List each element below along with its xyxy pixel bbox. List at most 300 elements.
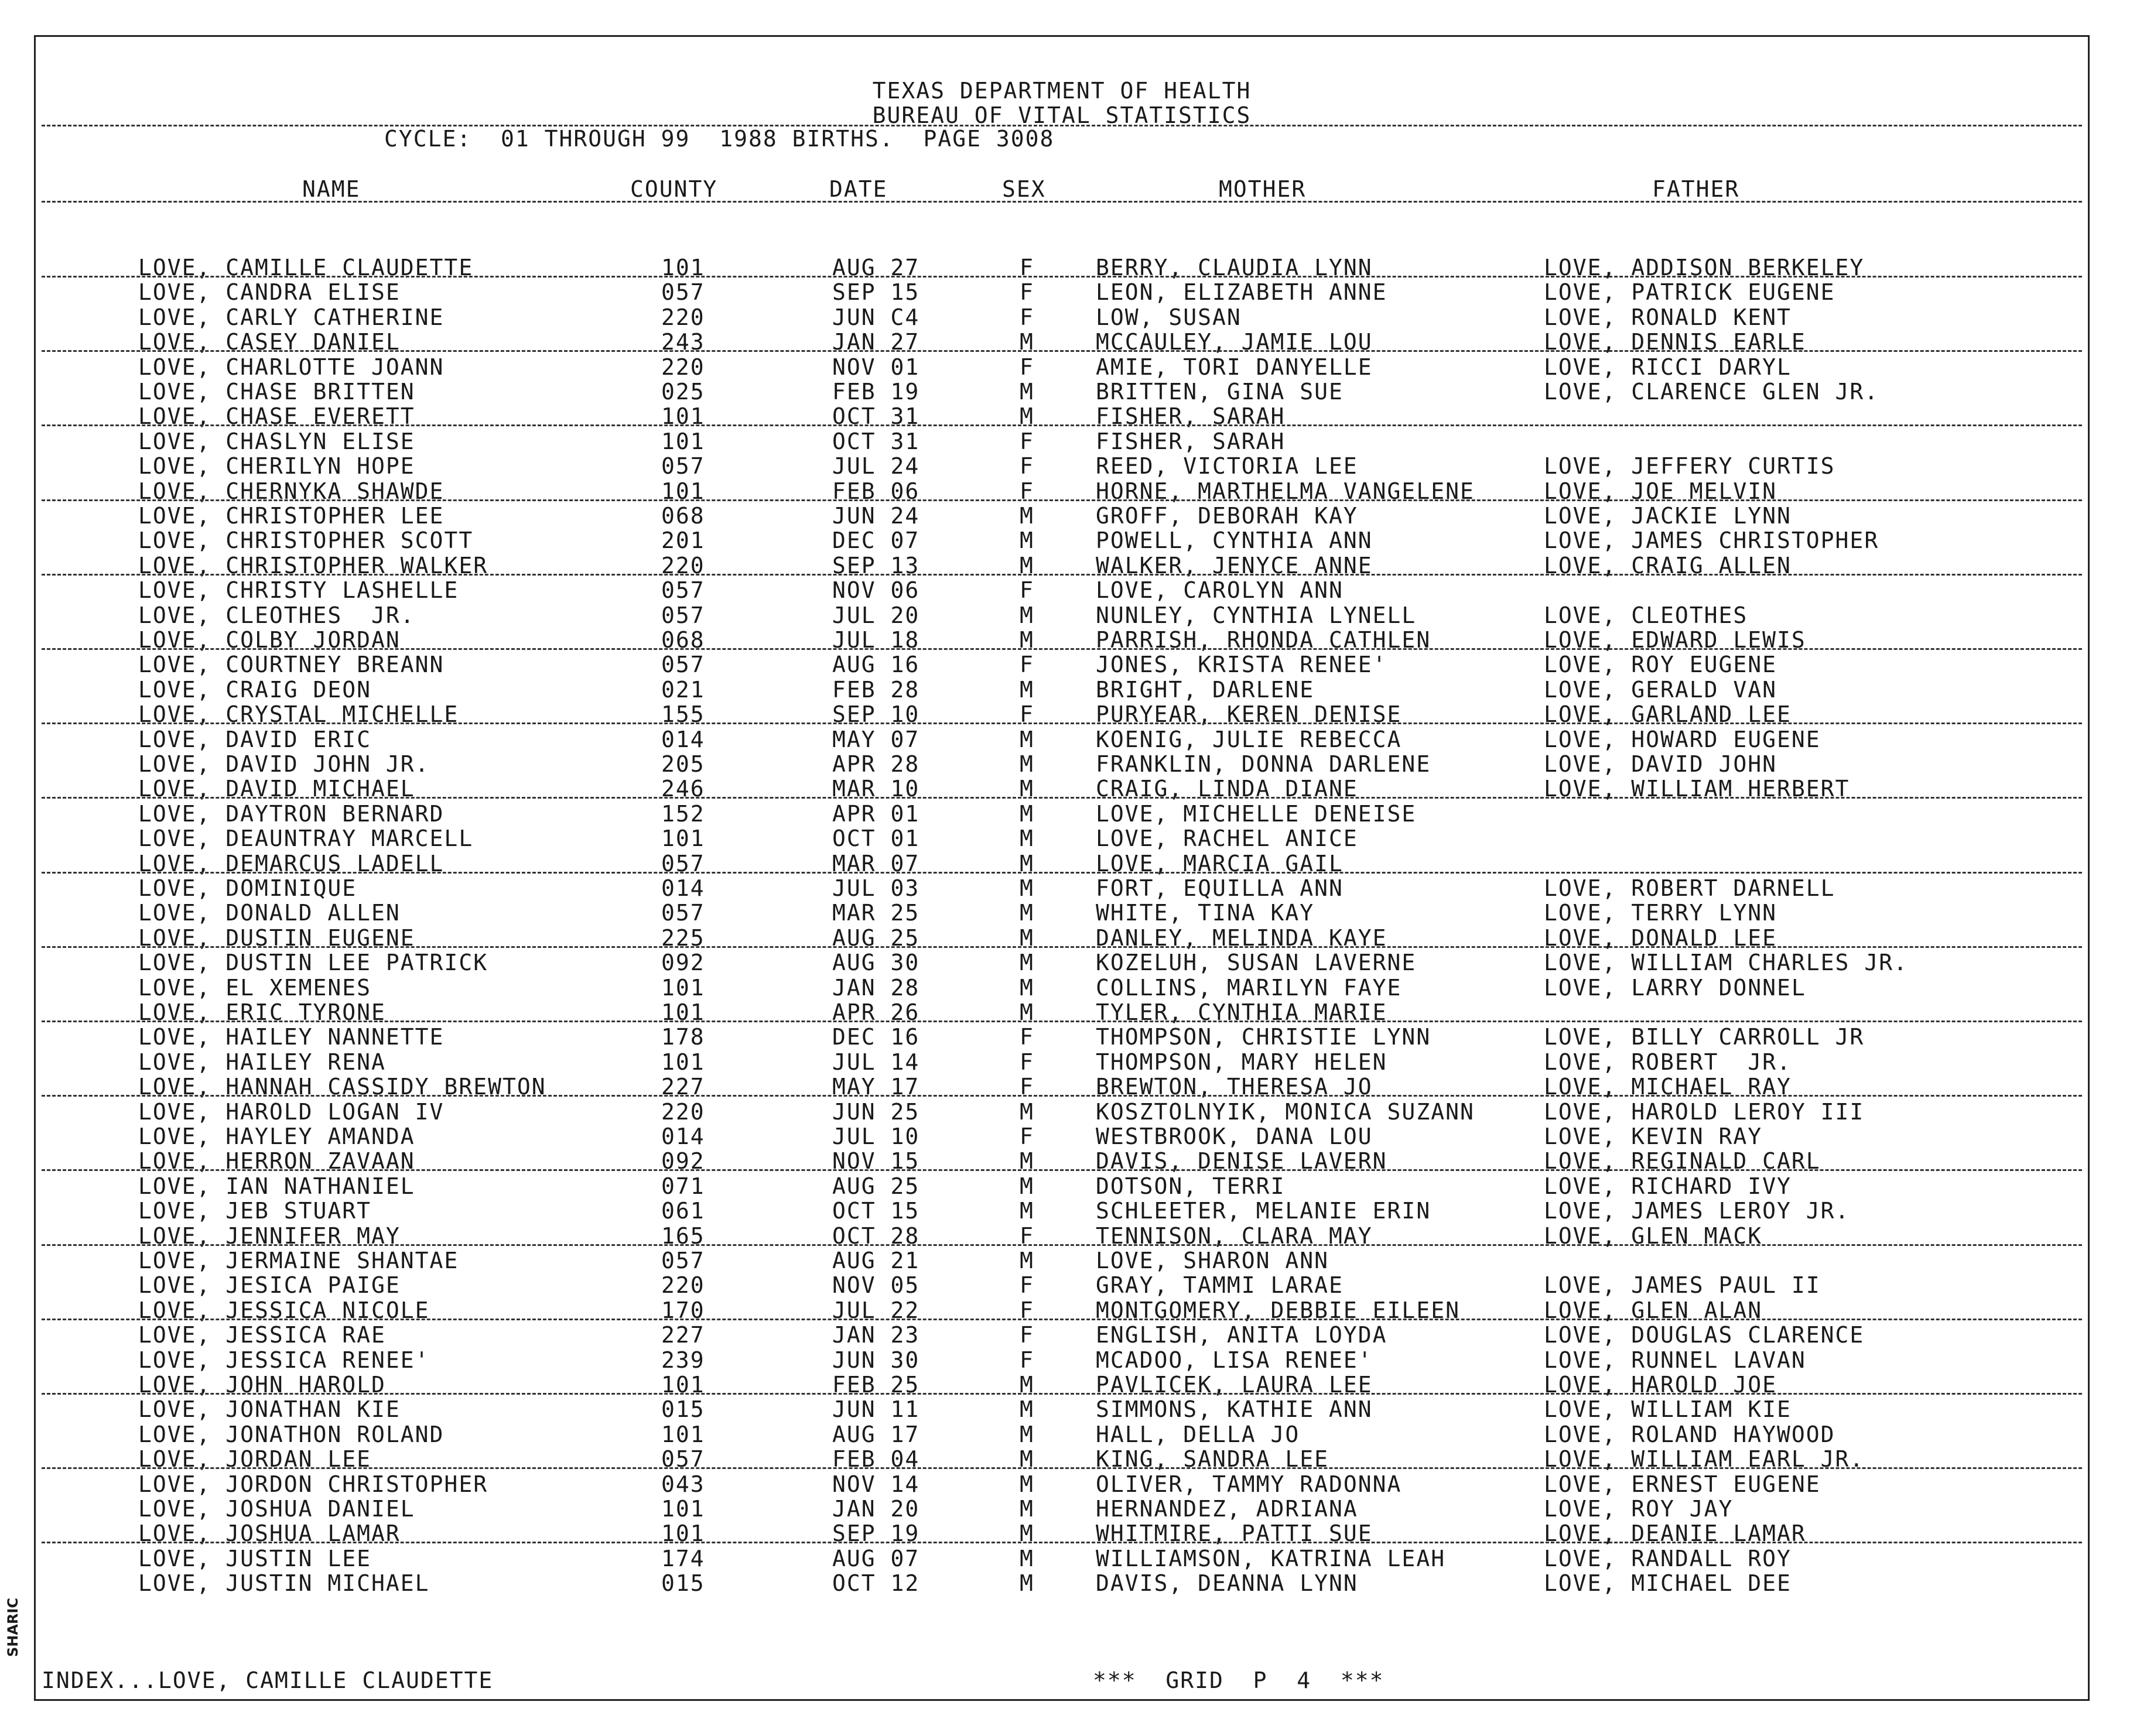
cell-mother: FISHER, SARAH bbox=[1096, 428, 1286, 454]
index-label: INDEX...LOVE, CAMILLE CLAUDETTE bbox=[42, 1667, 494, 1693]
cell-father: LOVE, RONALD KENT bbox=[1544, 304, 1792, 330]
row-separator bbox=[42, 946, 2082, 948]
cell-mother: LOW, SUSAN bbox=[1096, 304, 1242, 330]
cell-county: 101 bbox=[661, 1521, 705, 1547]
cell-sex: M bbox=[1020, 950, 1034, 976]
cell-mother: THOMPSON, MARY HELEN bbox=[1096, 1049, 1387, 1075]
cell-date: JAN 28 bbox=[832, 974, 920, 1001]
cell-sex: M bbox=[1020, 503, 1034, 529]
cell-father: LOVE, GLEN MACK bbox=[1544, 1223, 1763, 1249]
table-row bbox=[36, 1248, 2088, 1272]
row-separator bbox=[42, 1467, 2082, 1469]
cell-mother: DAVIS, DENISE LAVERN bbox=[1096, 1148, 1387, 1175]
cell-name: LOVE, CHASE BRITTEN bbox=[138, 379, 415, 405]
cell-county: 243 bbox=[661, 329, 705, 355]
cell-sex: M bbox=[1020, 329, 1034, 355]
cell-county: 227 bbox=[661, 1322, 705, 1348]
row-separator bbox=[42, 424, 2082, 426]
cell-county: 155 bbox=[661, 701, 705, 728]
side-mark: SHARIC bbox=[5, 1598, 21, 1657]
cell-name: LOVE, CARLY CATHERINE bbox=[138, 304, 445, 330]
cell-mother: HORNE, MARTHELMA VANGELENE bbox=[1096, 478, 1475, 504]
table-row bbox=[36, 1124, 2088, 1148]
cell-sex: M bbox=[1020, 1471, 1034, 1497]
cell-county: 101 bbox=[661, 1049, 705, 1075]
table-row bbox=[36, 1322, 2088, 1347]
cell-mother: PARRISH, RHONDA CATHLEN bbox=[1096, 627, 1431, 653]
cell-county: 092 bbox=[661, 1148, 705, 1175]
cell-mother: LEON, ELIZABETH ANNE bbox=[1096, 279, 1387, 306]
cell-sex: M bbox=[1020, 1545, 1034, 1571]
cell-mother: WHITMIRE, PATTI SUE bbox=[1096, 1521, 1373, 1547]
row-separator bbox=[42, 1319, 2082, 1320]
cell-sex: M bbox=[1020, 1521, 1034, 1547]
table-row bbox=[36, 1496, 2088, 1521]
cell-name: LOVE, CHRISTY LASHELLE bbox=[138, 577, 459, 604]
row-separator bbox=[42, 276, 2082, 278]
cell-sex: F bbox=[1020, 1124, 1034, 1149]
cell-name: LOVE, JEB STUART bbox=[138, 1198, 372, 1224]
table-row bbox=[36, 1049, 2088, 1074]
table-row bbox=[36, 1396, 2088, 1421]
cell-father: LOVE, EDWARD LEWIS bbox=[1544, 627, 1806, 653]
cell-county: 101 bbox=[661, 1421, 705, 1447]
cell-sex: M bbox=[1020, 1173, 1034, 1199]
cell-date: JUL 18 bbox=[832, 627, 920, 653]
row-separator bbox=[42, 1244, 2082, 1246]
cell-county: 015 bbox=[661, 1570, 705, 1597]
cell-father: LOVE, TERRY LYNN bbox=[1544, 900, 1777, 926]
cell-sex: F bbox=[1020, 1272, 1034, 1299]
cell-name: LOVE, HAILEY NANNETTE bbox=[138, 1024, 445, 1050]
cell-mother: DANLEY, MELINDA KAYE bbox=[1096, 925, 1387, 951]
cell-date: NOV 15 bbox=[832, 1148, 920, 1175]
row-separator bbox=[42, 1095, 2082, 1097]
cell-mother: REED, VICTORIA LEE bbox=[1096, 453, 1358, 480]
cell-sex: M bbox=[1020, 826, 1034, 852]
cell-father: LOVE, KEVIN RAY bbox=[1544, 1124, 1763, 1149]
cell-date: JUN 24 bbox=[832, 503, 920, 529]
cell-name: LOVE, COURTNEY BREANN bbox=[138, 652, 445, 678]
cell-father: LOVE, WILLIAM HERBERT bbox=[1544, 776, 1850, 802]
table-row bbox=[36, 751, 2088, 776]
cell-father: LOVE, JEFFERY CURTIS bbox=[1544, 453, 1835, 480]
grid-label: *** GRID P 4 *** bbox=[1093, 1667, 1384, 1693]
cell-name: LOVE, CHASLYN ELISE bbox=[138, 428, 415, 454]
cell-sex: F bbox=[1020, 1322, 1034, 1348]
cell-name: LOVE, JUSTIN MICHAEL bbox=[138, 1570, 430, 1597]
cell-county: 015 bbox=[661, 1396, 705, 1423]
cell-mother: BERRY, CLAUDIA LYNN bbox=[1096, 255, 1373, 280]
cell-name: LOVE, IAN NATHANIEL bbox=[138, 1173, 415, 1199]
cell-sex: F bbox=[1020, 652, 1034, 678]
cell-sex: F bbox=[1020, 255, 1034, 280]
cell-father: LOVE, ROLAND HAYWOOD bbox=[1544, 1421, 1835, 1447]
cell-name: LOVE, JOHN HAROLD bbox=[138, 1372, 386, 1398]
cell-mother: LOVE, CAROLYN ANN bbox=[1096, 577, 1344, 604]
table-row bbox=[36, 304, 2088, 329]
cell-father: LOVE, DEANIE LAMAR bbox=[1544, 1521, 1806, 1547]
cell-sex: M bbox=[1020, 974, 1034, 1001]
cell-county: 101 bbox=[661, 999, 705, 1025]
cell-county: 220 bbox=[661, 354, 705, 380]
table-row bbox=[36, 602, 2088, 627]
cell-father: LOVE, DENNIS EARLE bbox=[1544, 329, 1806, 355]
cell-mother: HERNANDEZ, ADRIANA bbox=[1096, 1496, 1358, 1522]
cell-county: 057 bbox=[661, 1248, 705, 1273]
cell-date: OCT 31 bbox=[832, 428, 920, 454]
cell-mother: TYLER, CYNTHIA MARIE bbox=[1096, 999, 1387, 1025]
row-separator bbox=[42, 723, 2082, 724]
cell-date: FEB 25 bbox=[832, 1372, 920, 1398]
cell-father: LOVE, HOWARD EUGENE bbox=[1544, 726, 1821, 752]
cell-sex: M bbox=[1020, 850, 1034, 876]
cell-father: LOVE, JOE MELVIN bbox=[1544, 478, 1777, 504]
column-header-county: COUNTY bbox=[630, 176, 718, 202]
cell-sex: F bbox=[1020, 354, 1034, 380]
cell-sex: F bbox=[1020, 478, 1034, 504]
cell-county: 165 bbox=[661, 1223, 705, 1249]
column-header-father: FATHER bbox=[1652, 176, 1740, 202]
cell-father: LOVE, ROY EUGENE bbox=[1544, 652, 1777, 678]
cell-name: LOVE, JERMAINE SHANTAE bbox=[138, 1248, 459, 1273]
cell-county: 178 bbox=[661, 1024, 705, 1050]
cell-date: JUN C4 bbox=[832, 304, 920, 330]
cell-father: LOVE, GLEN ALAN bbox=[1544, 1297, 1763, 1323]
cell-mother: ENGLISH, ANITA LOYDA bbox=[1096, 1322, 1387, 1348]
cell-date: OCT 31 bbox=[832, 403, 920, 430]
row-separator bbox=[42, 499, 2082, 501]
column-header-name: NAME bbox=[302, 176, 361, 202]
table-row bbox=[36, 577, 2088, 602]
cell-date: JUL 20 bbox=[832, 602, 920, 628]
cell-mother: THOMPSON, CHRISTIE LYNN bbox=[1096, 1024, 1431, 1050]
cell-father: LOVE, CLEOTHES bbox=[1544, 602, 1748, 628]
cell-county: 025 bbox=[661, 379, 705, 405]
cell-name: LOVE, CHARLOTTE JOANN bbox=[138, 354, 445, 380]
cell-county: 239 bbox=[661, 1347, 705, 1373]
cell-county: 201 bbox=[661, 528, 705, 554]
table-row bbox=[36, 1422, 2088, 1446]
cell-mother: BREWTON, THERESA JO bbox=[1096, 1074, 1373, 1100]
cell-father: LOVE, ROY JAY bbox=[1544, 1496, 1734, 1522]
cell-mother: LOVE, MARCIA GAIL bbox=[1096, 850, 1344, 876]
cell-father: LOVE, ROBERT JR. bbox=[1544, 1049, 1792, 1075]
cell-mother: PURYEAR, KEREN DENISE bbox=[1096, 701, 1402, 728]
cell-name: LOVE, HAILEY RENA bbox=[138, 1049, 386, 1075]
table-row bbox=[36, 826, 2088, 850]
table-row bbox=[36, 652, 2088, 676]
cell-county: 043 bbox=[661, 1471, 705, 1497]
cell-date: APR 28 bbox=[832, 751, 920, 777]
cell-date: NOV 01 bbox=[832, 354, 920, 380]
table-row bbox=[36, 1173, 2088, 1198]
cell-mother: KOZELUH, SUSAN LAVERNE bbox=[1096, 950, 1417, 976]
cell-mother: POWELL, CYNTHIA ANN bbox=[1096, 528, 1373, 554]
cell-name: LOVE, JORDON CHRISTOPHER bbox=[138, 1471, 488, 1497]
cell-father: LOVE, CLARENCE GLEN JR. bbox=[1544, 379, 1879, 405]
cell-sex: M bbox=[1020, 1396, 1034, 1423]
cell-date: AUG 21 bbox=[832, 1248, 920, 1273]
cell-date: APR 26 bbox=[832, 999, 920, 1025]
row-separator bbox=[42, 1169, 2082, 1171]
table-row bbox=[36, 379, 2088, 403]
cell-sex: M bbox=[1020, 776, 1034, 802]
table-row bbox=[36, 1471, 2088, 1496]
agency-title: TEXAS DEPARTMENT OF HEALTH bbox=[872, 78, 1252, 104]
cell-date: MAR 10 bbox=[832, 776, 920, 802]
row-separator bbox=[42, 350, 2082, 352]
cell-sex: M bbox=[1020, 676, 1034, 703]
table-row bbox=[36, 727, 2088, 751]
cell-mother: LOVE, SHARON ANN bbox=[1096, 1248, 1329, 1273]
cell-sex: F bbox=[1020, 453, 1034, 480]
cell-sex: M bbox=[1020, 875, 1034, 901]
cell-date: AUG 17 bbox=[832, 1421, 920, 1447]
cell-name: LOVE, JUSTIN LEE bbox=[138, 1545, 372, 1571]
cell-name: LOVE, HAROLD LOGAN IV bbox=[138, 1098, 445, 1125]
cell-county: 061 bbox=[661, 1198, 705, 1224]
cell-mother: COLLINS, MARILYN FAYE bbox=[1096, 974, 1402, 1001]
cell-county: 101 bbox=[661, 428, 705, 454]
cell-county: 057 bbox=[661, 602, 705, 628]
cell-name: LOVE, CAMILLE CLAUDETTE bbox=[138, 255, 474, 280]
cell-father: LOVE, ADDISON BERKELEY bbox=[1544, 255, 1865, 280]
row-separator bbox=[42, 1542, 2082, 1543]
cell-sex: M bbox=[1020, 1570, 1034, 1597]
cell-date: MAR 07 bbox=[832, 850, 920, 876]
cell-sex: M bbox=[1020, 1198, 1034, 1224]
cell-father: LOVE, LARRY DONNEL bbox=[1544, 974, 1806, 1001]
table-row bbox=[36, 503, 2088, 528]
cell-father: LOVE, ROBERT DARNELL bbox=[1544, 875, 1835, 901]
cell-father: LOVE, WILLIAM EARL JR. bbox=[1544, 1446, 1865, 1473]
row-separator bbox=[42, 648, 2082, 650]
cell-county: 014 bbox=[661, 1124, 705, 1149]
cell-date: JUN 25 bbox=[832, 1098, 920, 1125]
cell-date: JUL 22 bbox=[832, 1297, 920, 1323]
cell-county: 246 bbox=[661, 776, 705, 802]
cell-county: 220 bbox=[661, 1272, 705, 1299]
cell-name: LOVE, DEMARCUS LADELL bbox=[138, 850, 445, 876]
cell-mother: WILLIAMSON, KATRINA LEAH bbox=[1096, 1545, 1446, 1571]
cell-mother: DAVIS, DEANNA LYNN bbox=[1096, 1570, 1358, 1597]
cell-county: 220 bbox=[661, 552, 705, 578]
row-separator bbox=[42, 1393, 2082, 1395]
cell-father: LOVE, RICHARD IVY bbox=[1544, 1173, 1792, 1199]
cell-mother: KOENIG, JULIE REBECCA bbox=[1096, 726, 1402, 752]
cell-sex: M bbox=[1020, 379, 1034, 405]
cell-name: LOVE, DAYTRON BERNARD bbox=[138, 800, 445, 827]
cell-mother: CRAIG, LINDA DIANE bbox=[1096, 776, 1358, 802]
cell-mother: MCCAULEY, JAMIE LOU bbox=[1096, 329, 1373, 355]
cell-father: LOVE, HAROLD LEROY III bbox=[1544, 1098, 1865, 1125]
row-separator bbox=[42, 574, 2082, 576]
cell-father: LOVE, MICHAEL DEE bbox=[1544, 1570, 1792, 1597]
cell-county: 101 bbox=[661, 1372, 705, 1398]
cycle-line: CYCLE: 01 THROUGH 99 1988 BIRTHS. PAGE 3008 bbox=[384, 126, 1055, 152]
cell-father: LOVE, CRAIG ALLEN bbox=[1544, 552, 1792, 578]
cell-father: LOVE, JAMES CHRISTOPHER bbox=[1544, 528, 1879, 554]
cell-name: LOVE, CANDRA ELISE bbox=[138, 279, 401, 306]
cell-date: JUL 14 bbox=[832, 1049, 920, 1075]
cell-father: LOVE, JAMES PAUL II bbox=[1544, 1272, 1821, 1299]
cell-name: LOVE, CHRISTOPHER WALKER bbox=[138, 552, 488, 578]
cell-name: LOVE, HANNAH CASSIDY BREWTON bbox=[138, 1074, 546, 1100]
cell-date: AUG 30 bbox=[832, 950, 920, 976]
cell-date: FEB 28 bbox=[832, 676, 920, 703]
cell-county: 225 bbox=[661, 925, 705, 951]
cell-father: LOVE, HAROLD JOE bbox=[1544, 1372, 1777, 1398]
cell-name: LOVE, DOMINIQUE bbox=[138, 875, 357, 901]
cell-sex: F bbox=[1020, 1024, 1034, 1050]
cell-date: NOV 06 bbox=[832, 577, 920, 604]
cell-sex: M bbox=[1020, 726, 1034, 752]
cell-county: 205 bbox=[661, 751, 705, 777]
cell-name: LOVE, CHERILYN HOPE bbox=[138, 453, 415, 480]
table-row bbox=[36, 354, 2088, 379]
cell-county: 101 bbox=[661, 974, 705, 1001]
cell-name: LOVE, CASEY DANIEL bbox=[138, 329, 401, 355]
cell-county: 068 bbox=[661, 627, 705, 653]
cell-father: LOVE, GERALD VAN bbox=[1544, 676, 1777, 703]
column-header-divider bbox=[42, 201, 2082, 203]
cell-sex: F bbox=[1020, 428, 1034, 454]
cell-name: LOVE, JESSICA RAE bbox=[138, 1322, 386, 1348]
bureau-title: BUREAU OF VITAL STATISTICS bbox=[872, 102, 1252, 128]
cell-name: LOVE, ERIC TYRONE bbox=[138, 999, 386, 1025]
cell-county: 057 bbox=[661, 850, 705, 876]
cell-date: AUG 25 bbox=[832, 1173, 920, 1199]
cell-father: LOVE, DAVID JOHN bbox=[1544, 751, 1777, 777]
table-row bbox=[36, 900, 2088, 925]
cell-sex: M bbox=[1020, 800, 1034, 827]
cell-date: OCT 01 bbox=[832, 826, 920, 852]
cell-mother: LOVE, MICHELLE DENEISE bbox=[1096, 800, 1417, 827]
cell-mother: FISHER, SARAH bbox=[1096, 403, 1286, 430]
cell-sex: F bbox=[1020, 577, 1034, 604]
cell-name: LOVE, JOSHUA DANIEL bbox=[138, 1496, 415, 1522]
cell-name: LOVE, JESSICA RENEE' bbox=[138, 1347, 430, 1373]
cell-sex: M bbox=[1020, 1372, 1034, 1398]
cell-county: 057 bbox=[661, 1446, 705, 1473]
cell-date: MAR 25 bbox=[832, 900, 920, 926]
cell-county: 057 bbox=[661, 279, 705, 306]
cell-mother: KOSZTOLNYIK, MONICA SUZANN bbox=[1096, 1098, 1475, 1125]
cell-county: 227 bbox=[661, 1074, 705, 1100]
cell-county: 021 bbox=[661, 676, 705, 703]
cell-date: JAN 23 bbox=[832, 1322, 920, 1348]
cell-date: JUN 30 bbox=[832, 1347, 920, 1373]
cell-mother: TENNISON, CLARA MAY bbox=[1096, 1223, 1373, 1249]
cell-sex: F bbox=[1020, 279, 1034, 306]
cell-father: LOVE, GARLAND LEE bbox=[1544, 701, 1792, 728]
cell-mother: AMIE, TORI DANYELLE bbox=[1096, 354, 1373, 380]
table-row bbox=[36, 950, 2088, 974]
cell-date: SEP 19 bbox=[832, 1521, 920, 1547]
cell-sex: M bbox=[1020, 900, 1034, 926]
table-row bbox=[36, 1272, 2088, 1297]
cell-father: LOVE, BILLY CARROLL JR bbox=[1544, 1024, 1865, 1050]
cell-date: SEP 15 bbox=[832, 279, 920, 306]
cell-mother: BRITTEN, GINA SUE bbox=[1096, 379, 1344, 405]
cell-date: OCT 12 bbox=[832, 1570, 920, 1597]
cell-father: LOVE, MICHAEL RAY bbox=[1544, 1074, 1792, 1100]
table-row bbox=[36, 975, 2088, 999]
cell-name: LOVE, DUSTIN EUGENE bbox=[138, 925, 415, 951]
cell-date: JAN 20 bbox=[832, 1496, 920, 1522]
cell-name: LOVE, DAVID MICHAEL bbox=[138, 776, 415, 802]
cell-father: LOVE, RICCI DARYL bbox=[1544, 354, 1792, 380]
cell-name: LOVE, COLBY JORDAN bbox=[138, 627, 401, 653]
table-row bbox=[36, 1198, 2088, 1223]
cell-father: LOVE, DONALD LEE bbox=[1544, 925, 1777, 951]
column-header-mother: MOTHER bbox=[1219, 176, 1307, 202]
cell-county: 071 bbox=[661, 1173, 705, 1199]
cell-date: OCT 28 bbox=[832, 1223, 920, 1249]
cell-sex: M bbox=[1020, 1421, 1034, 1447]
cell-sex: F bbox=[1020, 1297, 1034, 1323]
cell-county: 170 bbox=[661, 1297, 705, 1323]
cell-county: 014 bbox=[661, 875, 705, 901]
cell-name: LOVE, JESICA PAIGE bbox=[138, 1272, 401, 1299]
cell-sex: M bbox=[1020, 552, 1034, 578]
cell-sex: M bbox=[1020, 1148, 1034, 1175]
cell-father: LOVE, ERNEST EUGENE bbox=[1544, 1471, 1821, 1497]
cell-name: LOVE, CRYSTAL MICHELLE bbox=[138, 701, 459, 728]
column-header-sex: SEX bbox=[1002, 176, 1046, 202]
cell-mother: SIMMONS, KATHIE ANN bbox=[1096, 1396, 1373, 1423]
cell-date: APR 01 bbox=[832, 800, 920, 827]
cell-father: LOVE, JAMES LEROY JR. bbox=[1544, 1198, 1850, 1224]
cell-mother: BRIGHT, DARLENE bbox=[1096, 676, 1315, 703]
cell-county: 057 bbox=[661, 577, 705, 604]
cell-mother: NUNLEY, CYNTHIA LYNELL bbox=[1096, 602, 1417, 628]
cell-mother: GROFF, DEBORAH KAY bbox=[1096, 503, 1358, 529]
cell-date: AUG 07 bbox=[832, 1545, 920, 1571]
cell-name: LOVE, DEAUNTRAY MARCELL bbox=[138, 826, 474, 852]
cell-name: LOVE, CHASE EVERETT bbox=[138, 403, 415, 430]
cell-mother: HALL, DELLA JO bbox=[1096, 1421, 1300, 1447]
cell-mother: MONTGOMERY, DEBBIE EILEEN bbox=[1096, 1297, 1460, 1323]
cell-date: NOV 05 bbox=[832, 1272, 920, 1299]
cell-date: FEB 04 bbox=[832, 1446, 920, 1473]
cell-county: 057 bbox=[661, 453, 705, 480]
cell-mother: MCADOO, LISA RENEE' bbox=[1096, 1347, 1373, 1373]
printout-frame bbox=[34, 35, 2090, 1701]
table-row bbox=[36, 528, 2088, 552]
cell-county: 101 bbox=[661, 255, 705, 280]
cell-county: 101 bbox=[661, 478, 705, 504]
cell-date: DEC 07 bbox=[832, 528, 920, 554]
cell-father: LOVE, RUNNEL LAVAN bbox=[1544, 1347, 1806, 1373]
cell-date: AUG 25 bbox=[832, 925, 920, 951]
cell-name: LOVE, HERRON ZAVAAN bbox=[138, 1148, 415, 1175]
cell-county: 014 bbox=[661, 726, 705, 752]
cell-county: 220 bbox=[661, 304, 705, 330]
cell-sex: M bbox=[1020, 925, 1034, 951]
header-divider bbox=[42, 125, 2082, 126]
cell-father: LOVE, DOUGLAS CLARENCE bbox=[1544, 1322, 1865, 1348]
cell-county: 101 bbox=[661, 1496, 705, 1522]
table-row bbox=[36, 1570, 2088, 1595]
cell-date: NOV 14 bbox=[832, 1471, 920, 1497]
cell-county: 092 bbox=[661, 950, 705, 976]
cell-county: 101 bbox=[661, 403, 705, 430]
cell-father: LOVE, REGINALD CARL bbox=[1544, 1148, 1821, 1175]
cell-mother: KING, SANDRA LEE bbox=[1096, 1446, 1329, 1473]
cell-county: 057 bbox=[661, 652, 705, 678]
